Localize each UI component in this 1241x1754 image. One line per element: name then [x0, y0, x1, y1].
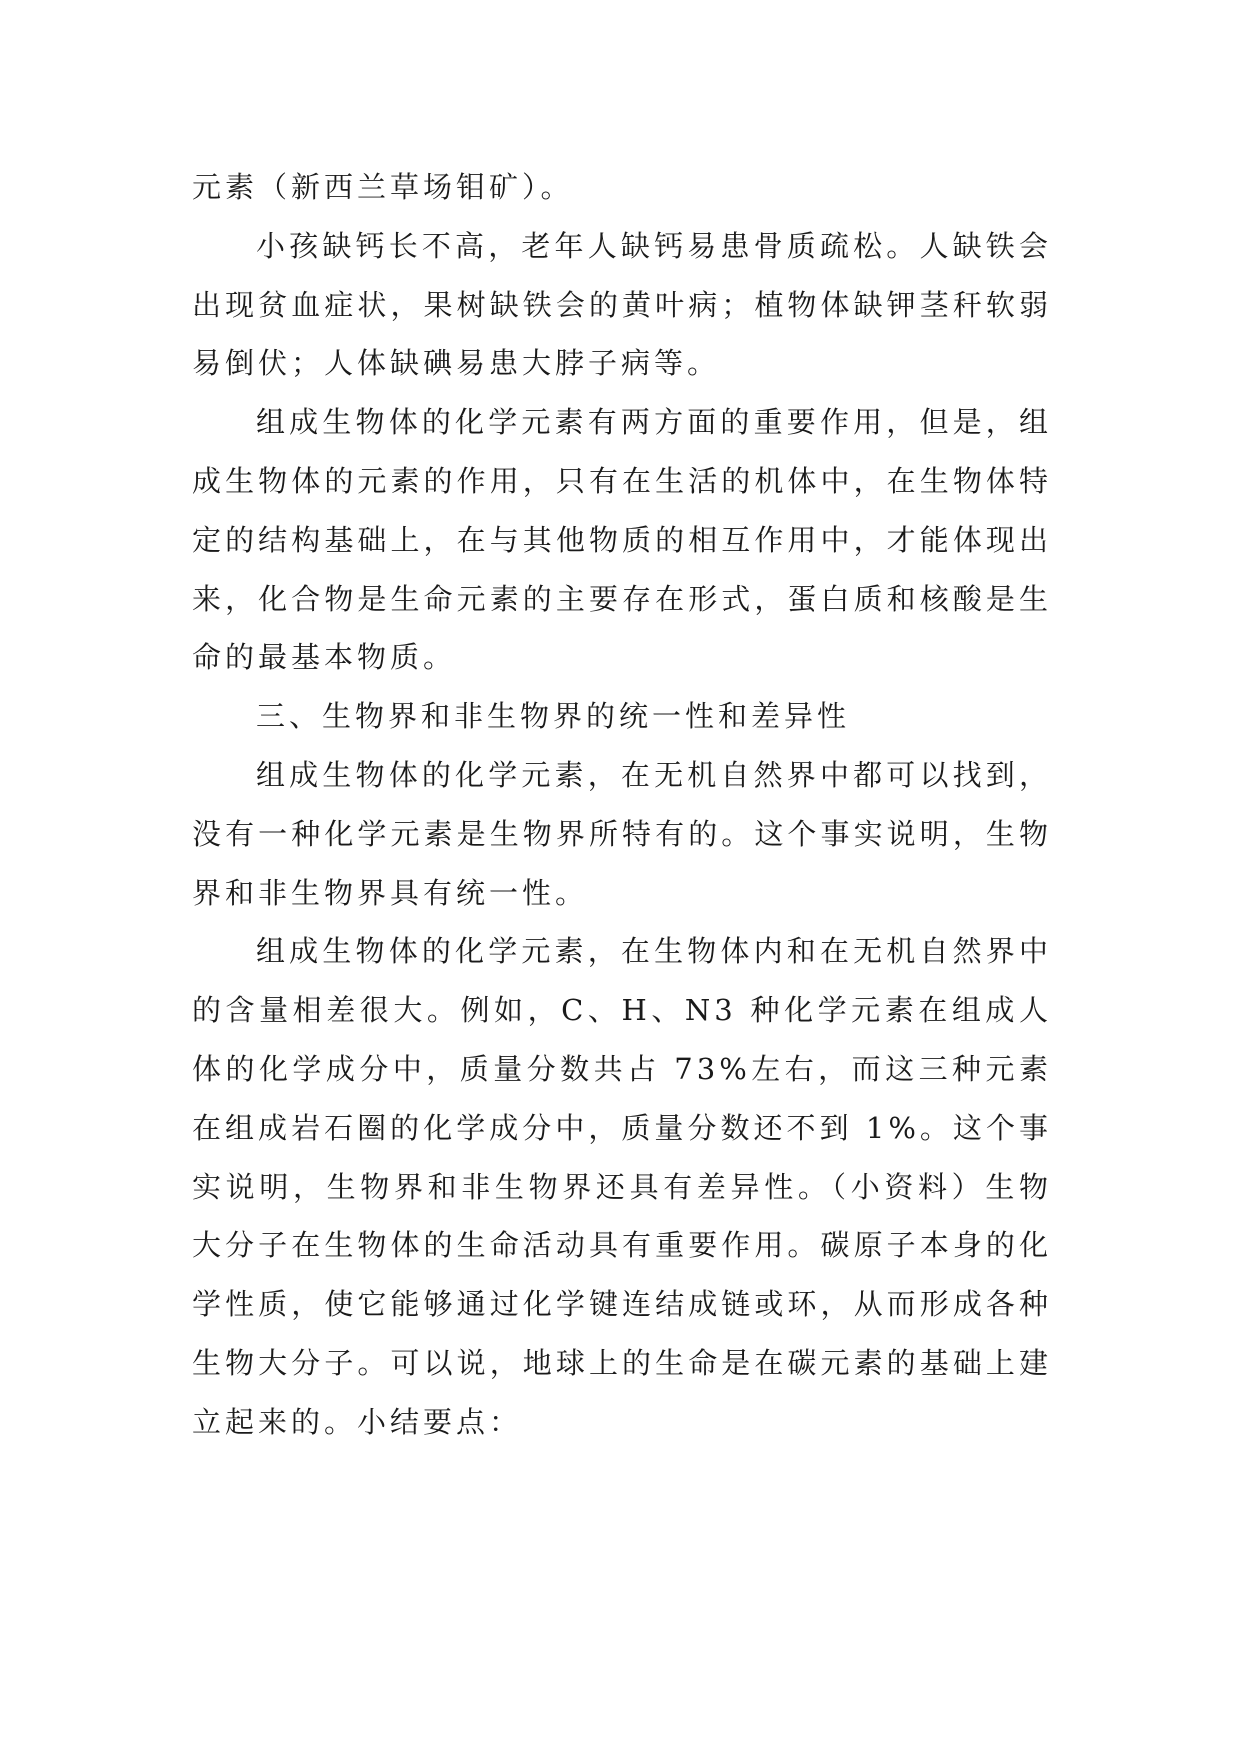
paragraph-element-roles: 组成生物体的化学元素有两方面的重要作用，但是，组成生物体的元素的作用，只有在生活的机体中，在生物体特定的结构基础上，在与其他物质的相互作用中，才能体现出来，化合物是生命元素的主要存在形式，蛋白质和核酸是生命的最基本物质。 — [192, 405, 1052, 675]
section-heading: 三、生物界和非生物界的统一性和差异性 — [256, 699, 851, 734]
paragraph-continuation: 元素（新西兰草场钼矿）。 — [192, 170, 574, 204]
paragraph-unity: 组成生物体的化学元素，在无机自然界中都可以找到，没有一种化学元素是生物界所特有的。这个事实说明，生物界和非生物界具有统一性。 — [192, 757, 1052, 910]
paragraph-deficiency-symptoms: 小孩缺钙长不高，老年人缺钙易患骨质疏松。人缺铁会出现贫血症状，果树缺铁会的黄叶病；植物体缺钾茎秆软弱易倒伏；人体缺碘易患大脖子病等。 — [192, 228, 1052, 381]
document-body — [192, 158, 1052, 1452]
paragraph-difference: 组成生物体的化学元素，在生物体内和在无机自然界中的含量相差很大。例如，C、H、N3 种化学元素在组成人体的化学成分中，质量分数共占 73%左右，而这三种元素在组成岩石圈的化学成分中，质量分数还不到 1%。这个事实说明，生物界和非生物界还具有差异性。（小资料）生物大分子在生物体的生命活动具有重要作用。碳原子本身的化学性质，使它能够通过化学键连结成链或环，从而形成各种生物大分子。可以说，地球上的生命是在碳元素的基础上建立起来的。小结要点： — [192, 934, 1052, 1439]
